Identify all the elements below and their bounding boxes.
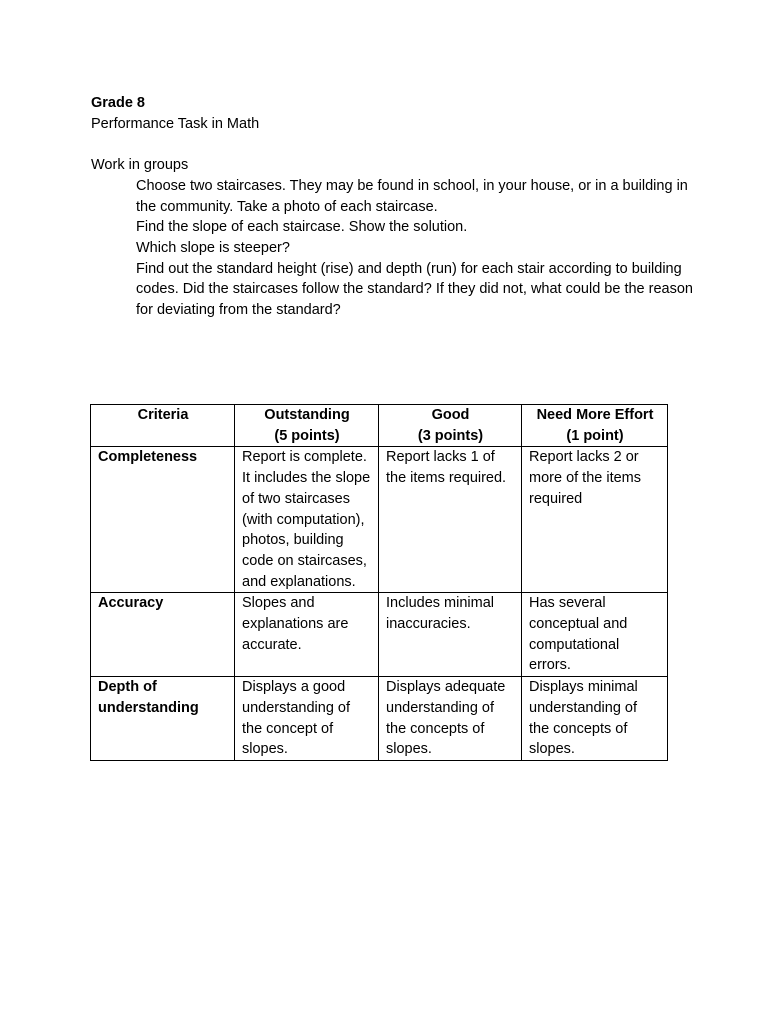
needs-effort-cell: Displays minimal understanding of the concepts of slopes.: [522, 677, 668, 761]
header-points: (1 point): [566, 427, 624, 444]
instructions-list: [91, 176, 696, 321]
criterion-cell: Completeness: [91, 447, 235, 593]
outstanding-cell: Displays a good understanding of the concept of slopes.: [235, 677, 379, 761]
needs-effort-cell: Has several conceptual and computational errors.: [522, 593, 668, 677]
rubric-table: [90, 404, 668, 761]
grade-heading: Grade 8: [91, 95, 145, 111]
header-good: [379, 405, 522, 447]
header-outstanding: [235, 405, 379, 447]
header-label: Criteria: [137, 407, 189, 423]
header-label: Outstanding: [264, 407, 350, 423]
needs-effort-cell: Report lacks 2 or more of the items required: [522, 447, 668, 593]
instruction-item: Find out the standard height (rise) and depth (run) for each stair according to building codes. Did the staircases follow the standard? If they did not, what could be the reason for deviating from the standard?: [136, 260, 693, 319]
header-points: (3 points): [417, 427, 484, 444]
rubric-header-row: [91, 405, 668, 447]
intro-text: Work in groups: [91, 157, 189, 174]
good-cell: Displays adequate understanding of the concepts of slopes.: [379, 677, 522, 761]
header-points: (5 points): [274, 427, 340, 444]
document-header: [91, 93, 711, 321]
good-cell: Includes minimal inaccuracies.: [379, 593, 522, 677]
header-needs-effort: [522, 405, 668, 447]
outstanding-cell: Report is complete. It includes the slope of two staircases (with computation), photos, building code on staircases, and explanations.: [235, 447, 379, 593]
instruction-item: Find the slope of each staircase. Show the solution.: [136, 219, 468, 236]
task-title: Performance Task in Math: [91, 115, 260, 132]
rubric-row-accuracy: [91, 593, 668, 677]
header-label: Good: [431, 407, 470, 423]
criterion-cell: Accuracy: [91, 593, 235, 677]
good-cell: Report lacks 1 of the items required.: [379, 447, 522, 593]
instruction-item: Choose two staircases. They may be found in school, in your house, or in a building in the community. Take a photo of each staircase.: [136, 177, 688, 215]
rubric-row-depth: [91, 677, 668, 761]
instruction-item: Which slope is steeper?: [136, 239, 290, 256]
header-label: Need More Effort: [536, 407, 654, 423]
criterion-cell: Depth of understanding: [91, 677, 235, 761]
blank-line: [91, 134, 711, 155]
outstanding-cell: Slopes and explanations are accurate.: [235, 593, 379, 677]
header-criteria: [91, 405, 235, 447]
rubric-row-completeness: [91, 447, 668, 593]
